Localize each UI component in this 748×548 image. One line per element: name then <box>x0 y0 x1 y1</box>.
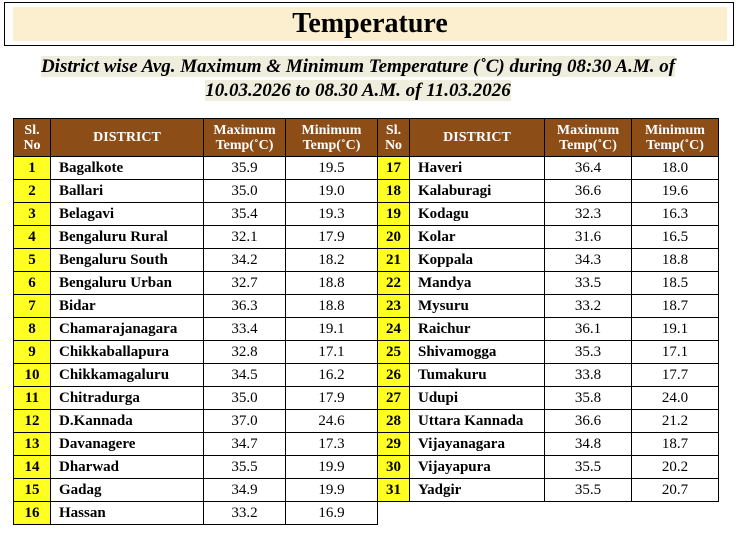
min-temp-cell: 19.6 <box>632 180 719 203</box>
district-name-cell: Bengaluru South <box>51 249 204 272</box>
sl-no-cell: 10 <box>14 364 51 387</box>
subtitle <box>0 55 716 103</box>
max-temp-cell: 33.2 <box>204 502 286 525</box>
table-row <box>14 272 719 295</box>
district-name-cell: Raichur <box>410 318 545 341</box>
district-name-cell: Uttara Kannada <box>410 410 545 433</box>
table-row <box>14 295 719 318</box>
max-temp-cell: 35.8 <box>545 387 632 410</box>
header-sl-no: Sl. No <box>14 119 51 157</box>
sl-no-cell: 17 <box>378 157 410 180</box>
page-title: Temperature <box>13 7 727 41</box>
header-district: DISTRICT <box>51 119 204 157</box>
min-temp-cell: 20.2 <box>632 456 719 479</box>
sl-no-cell: 2 <box>14 180 51 203</box>
sl-no-cell: 15 <box>14 479 51 502</box>
district-name-cell: Vijayapura <box>410 456 545 479</box>
district-name-cell: Hassan <box>51 502 204 525</box>
min-temp-cell: 16.2 <box>286 364 378 387</box>
min-temp-cell: 18.5 <box>632 272 719 295</box>
sl-no-cell: 12 <box>14 410 51 433</box>
max-temp-cell: 35.5 <box>545 456 632 479</box>
district-name-cell: D.Kannada <box>51 410 204 433</box>
district-name-cell: Bengaluru Rural <box>51 226 204 249</box>
sl-no-cell: 19 <box>378 203 410 226</box>
table-row <box>14 387 719 410</box>
header-row <box>14 119 719 157</box>
sl-no-cell: 5 <box>14 249 51 272</box>
sl-no-cell: 29 <box>378 433 410 456</box>
min-temp-cell: 18.8 <box>286 295 378 318</box>
district-name-cell: Haveri <box>410 157 545 180</box>
sl-no-cell: 8 <box>14 318 51 341</box>
table-row <box>14 456 719 479</box>
min-temp-cell: 19.0 <box>286 180 378 203</box>
min-temp-cell: 16.9 <box>286 502 378 525</box>
min-temp-cell: 19.1 <box>632 318 719 341</box>
table-body <box>14 157 719 525</box>
max-temp-cell: 35.4 <box>204 203 286 226</box>
district-name-cell: Kalaburagi <box>410 180 545 203</box>
header-min-temp: Minimum Temp(˚C) <box>632 119 719 157</box>
district-name-cell: Kolar <box>410 226 545 249</box>
max-temp-cell: 36.6 <box>545 410 632 433</box>
table-row <box>14 364 719 387</box>
sl-no-cell: 21 <box>378 249 410 272</box>
min-temp-cell: 19.9 <box>286 479 378 502</box>
min-temp-cell: 18.2 <box>286 249 378 272</box>
header-max-temp: Maximum Temp(˚C) <box>204 119 286 157</box>
district-name-cell: Mandya <box>410 272 545 295</box>
min-temp-cell: 18.8 <box>632 249 719 272</box>
sl-no-cell: 11 <box>14 387 51 410</box>
district-name-cell: Bagalkote <box>51 157 204 180</box>
min-temp-cell: 19.9 <box>286 456 378 479</box>
min-temp-cell: 19.5 <box>286 157 378 180</box>
max-temp-cell: 33.2 <box>545 295 632 318</box>
sl-no-cell: 27 <box>378 387 410 410</box>
district-name-cell: Gadag <box>51 479 204 502</box>
min-temp-cell: 19.3 <box>286 203 378 226</box>
min-temp-cell: 17.1 <box>632 341 719 364</box>
max-temp-cell: 33.8 <box>545 364 632 387</box>
max-temp-cell: 35.3 <box>545 341 632 364</box>
sl-no-cell: 18 <box>378 180 410 203</box>
max-temp-cell: 37.0 <box>204 410 286 433</box>
sl-no-cell: 31 <box>378 479 410 502</box>
empty-cell <box>410 502 545 525</box>
min-temp-cell: 17.3 <box>286 433 378 456</box>
min-temp-cell: 16.5 <box>632 226 719 249</box>
min-temp-cell: 20.7 <box>632 479 719 502</box>
max-temp-cell: 32.8 <box>204 341 286 364</box>
district-name-cell: Chitradurga <box>51 387 204 410</box>
temperature-table <box>13 118 719 525</box>
max-temp-cell: 36.6 <box>545 180 632 203</box>
min-temp-cell: 24.6 <box>286 410 378 433</box>
sl-no-cell: 16 <box>14 502 51 525</box>
district-name-cell: Shivamogga <box>410 341 545 364</box>
header-max-temp: Maximum Temp(˚C) <box>545 119 632 157</box>
district-name-cell: Koppala <box>410 249 545 272</box>
sl-no-cell: 23 <box>378 295 410 318</box>
empty-cell <box>378 502 410 525</box>
district-name-cell: Yadgir <box>410 479 545 502</box>
min-temp-cell: 16.3 <box>632 203 719 226</box>
min-temp-cell: 24.0 <box>632 387 719 410</box>
subtitle-line-2: 10.03.2026 to 08.30 A.M. of 11.03.2026 <box>205 80 511 101</box>
max-temp-cell: 34.3 <box>545 249 632 272</box>
max-temp-cell: 31.6 <box>545 226 632 249</box>
sl-no-cell: 20 <box>378 226 410 249</box>
max-temp-cell: 33.5 <box>545 272 632 295</box>
sl-no-cell: 24 <box>378 318 410 341</box>
max-temp-cell: 32.1 <box>204 226 286 249</box>
max-temp-cell: 34.2 <box>204 249 286 272</box>
sl-no-cell: 7 <box>14 295 51 318</box>
max-temp-cell: 32.7 <box>204 272 286 295</box>
header-sl-no: Sl. No <box>378 119 410 157</box>
min-temp-cell: 18.7 <box>632 433 719 456</box>
table-row <box>14 410 719 433</box>
max-temp-cell: 35.0 <box>204 387 286 410</box>
table-row <box>14 157 719 180</box>
district-name-cell: Chikkamagaluru <box>51 364 204 387</box>
sl-no-cell: 28 <box>378 410 410 433</box>
min-temp-cell: 17.7 <box>632 364 719 387</box>
sl-no-cell: 3 <box>14 203 51 226</box>
district-name-cell: Chikkaballapura <box>51 341 204 364</box>
table-row <box>14 203 719 226</box>
max-temp-cell: 36.1 <box>545 318 632 341</box>
district-name-cell: Ballari <box>51 180 204 203</box>
table-row <box>14 502 719 525</box>
table-row <box>14 226 719 249</box>
sl-no-cell: 6 <box>14 272 51 295</box>
sl-no-cell: 14 <box>14 456 51 479</box>
header-district: DISTRICT <box>410 119 545 157</box>
min-temp-cell: 17.9 <box>286 226 378 249</box>
district-name-cell: Kodagu <box>410 203 545 226</box>
sl-no-cell: 9 <box>14 341 51 364</box>
min-temp-cell: 17.1 <box>286 341 378 364</box>
header-min-temp: Minimum Temp(˚C) <box>286 119 378 157</box>
subtitle-line-1: District wise Avg. Maximum & Minimum Temperature (˚C) during 08:30 A.M. of <box>40 56 676 77</box>
sl-no-cell: 25 <box>378 341 410 364</box>
table-row <box>14 479 719 502</box>
max-temp-cell: 36.4 <box>545 157 632 180</box>
empty-cell <box>632 502 719 525</box>
min-temp-cell: 19.1 <box>286 318 378 341</box>
min-temp-cell: 18.7 <box>632 295 719 318</box>
max-temp-cell: 34.8 <box>545 433 632 456</box>
table-row <box>14 341 719 364</box>
table-row <box>14 433 719 456</box>
min-temp-cell: 17.9 <box>286 387 378 410</box>
district-name-cell: Mysuru <box>410 295 545 318</box>
max-temp-cell: 35.5 <box>204 456 286 479</box>
district-name-cell: Bidar <box>51 295 204 318</box>
max-temp-cell: 32.3 <box>545 203 632 226</box>
max-temp-cell: 33.4 <box>204 318 286 341</box>
max-temp-cell: 34.7 <box>204 433 286 456</box>
title-frame <box>4 2 734 46</box>
max-temp-cell: 34.5 <box>204 364 286 387</box>
min-temp-cell: 18.0 <box>632 157 719 180</box>
min-temp-cell: 21.2 <box>632 410 719 433</box>
district-name-cell: Davanagere <box>51 433 204 456</box>
sl-no-cell: 22 <box>378 272 410 295</box>
sl-no-cell: 1 <box>14 157 51 180</box>
table-row <box>14 249 719 272</box>
table-row <box>14 180 719 203</box>
district-name-cell: Vijayanagara <box>410 433 545 456</box>
sl-no-cell: 13 <box>14 433 51 456</box>
table-row <box>14 318 719 341</box>
district-name-cell: Tumakuru <box>410 364 545 387</box>
empty-cell <box>545 502 632 525</box>
sl-no-cell: 4 <box>14 226 51 249</box>
max-temp-cell: 35.9 <box>204 157 286 180</box>
sl-no-cell: 26 <box>378 364 410 387</box>
district-name-cell: Bengaluru Urban <box>51 272 204 295</box>
min-temp-cell: 18.8 <box>286 272 378 295</box>
max-temp-cell: 35.0 <box>204 180 286 203</box>
sl-no-cell: 30 <box>378 456 410 479</box>
district-name-cell: Udupi <box>410 387 545 410</box>
max-temp-cell: 34.9 <box>204 479 286 502</box>
district-name-cell: Chamarajanagara <box>51 318 204 341</box>
district-name-cell: Belagavi <box>51 203 204 226</box>
max-temp-cell: 36.3 <box>204 295 286 318</box>
max-temp-cell: 35.5 <box>545 479 632 502</box>
district-name-cell: Dharwad <box>51 456 204 479</box>
